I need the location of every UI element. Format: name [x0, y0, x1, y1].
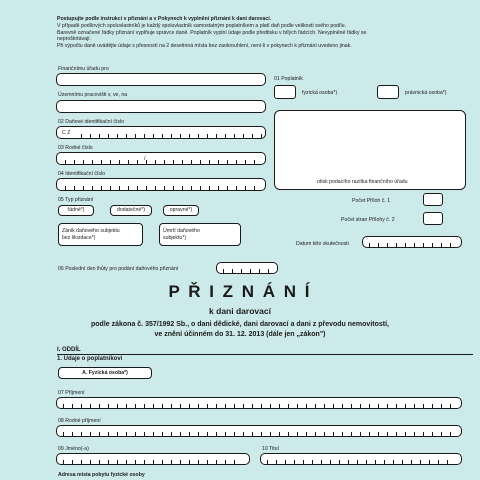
form-subtitle: k dani darovací [209, 306, 271, 316]
natural-person-type-option[interactable]: A. Fyzická osoba*) [58, 367, 152, 379]
id-number-label: 04 Identifikační číslo [58, 171, 106, 177]
instructions-line-4: neproškrtávají. [57, 36, 92, 42]
known-date-label: Datum této skutečnosti [296, 241, 349, 247]
form-title: P Ř I Z N Á N Í [168, 282, 312, 301]
instructions-line-5: Při výpočtu daně uvádějte údaje s přesností na 2 desetinná místa bez zaokrouhlení, není-li v pokynech k přiznání uvedeno jinak. [57, 43, 352, 49]
section-subtitle: 1. Údaje o poplatníkovi [57, 356, 123, 362]
type-corrective-option[interactable]: opravné*) [163, 205, 199, 216]
instructions-line-3: Barevně označené řádky přiznání vyplňuje správce daně. Poplatník vyplní údaje podle předtisku v bílých řádcích. Nevyplněné řádky se [57, 30, 367, 36]
tax-id-label: 02 Daňové identifikační číslo [58, 119, 125, 125]
academic-title-field[interactable] [260, 453, 462, 465]
given-name-label: 09 Jméno(-a) [58, 446, 89, 452]
tax-id-prefix: C Z [62, 130, 71, 136]
known-date-field[interactable] [362, 236, 462, 248]
natural-person-checkbox[interactable] [274, 85, 296, 99]
tax-id-ticks [81, 134, 265, 138]
given-name-ticks [63, 460, 243, 464]
office-stamp-box [274, 110, 466, 190]
ending-text-a2: bez likvidace*) [62, 235, 96, 241]
ending-without-liquidation-box[interactable] [58, 223, 143, 246]
surname-field[interactable] [56, 397, 462, 409]
workplace-field[interactable] [56, 100, 266, 113]
instructions-line-2: V případě podílových spoluvlastníků je každý spoluvlastník samostatným poplatníkem a platí daň podle velikosti svého podílu. [57, 23, 346, 29]
stamp-label: otisk podacího razítka finančního úřadu [317, 179, 408, 185]
attachments-1-field[interactable] [423, 193, 443, 206]
address-label: Adresa místa pobytu fyzické osoby [58, 472, 145, 478]
type-regular-option[interactable]: řádné*) [58, 205, 94, 216]
office-label: Finančnímu úřadu pro [58, 66, 109, 72]
attachments-2-label: Počet stran Přílohy č. 2 [341, 217, 395, 223]
birth-number-label: 03 Rodné číslo [58, 145, 93, 151]
academic-title-ticks [267, 460, 455, 464]
ending-text-a1: Zánik daňového subjektu [62, 228, 120, 234]
birth-number-ticks [65, 160, 257, 164]
deadline-label: 06 Poslední den lhůty pro podání daňového přiznání [58, 266, 179, 272]
known-date-ticks [369, 243, 455, 247]
attachments-1-label: Počet Příloh č. 1 [352, 198, 391, 204]
given-name-field[interactable] [56, 453, 250, 465]
surname-label: 07 Příjmení [58, 390, 85, 396]
legal-person-checkbox[interactable] [377, 85, 399, 99]
deadline-field[interactable] [216, 262, 278, 274]
birth-surname-label: 08 Rodné příjmení [58, 418, 101, 424]
ending-text-b1: Úmrtí daňového [163, 228, 200, 234]
deadline-ticks [223, 269, 271, 273]
academic-title-label: 10 Titul [262, 446, 279, 452]
type-supplementary-option[interactable]: dodatečné*) [110, 205, 152, 216]
birth-number-separator: / [144, 156, 146, 162]
birth-surname-ticks [63, 432, 455, 436]
section-divider [57, 354, 473, 355]
instructions-line-1: Postupujte podle instrukcí v přiznání a v Pokynech k vyplnění přiznání k dani darovací. [57, 16, 272, 22]
taxpayer-death-box[interactable] [159, 223, 241, 246]
id-number-ticks [65, 186, 257, 190]
law-line-2: ve znění účinném do 31. 12. 2013 (dále jen „zákon") [154, 331, 326, 338]
ending-text-b2: subjektu*) [163, 235, 187, 241]
surname-ticks [63, 404, 455, 408]
return-type-label: 05 Typ přiznání [58, 197, 94, 203]
birth-surname-field[interactable] [56, 425, 462, 437]
id-number-field[interactable] [56, 178, 266, 191]
workplace-label: Územnímu pracovišti v, ve, na [58, 92, 128, 98]
legal-person-label: právnická osoba*) [405, 90, 447, 96]
office-field[interactable] [56, 73, 266, 86]
birth-number-field[interactable] [56, 152, 266, 165]
natural-person-label: fyzická osoba*) [302, 90, 338, 96]
section-title: I. ODDÍL [57, 347, 81, 353]
law-line-1: podle zákona č. 357/1992 Sb., o dani dědické, dani darovací a dani z převodu nemovitostí, [91, 321, 389, 328]
attachments-2-field[interactable] [423, 212, 443, 225]
tax-id-field[interactable] [56, 126, 266, 139]
payer-label: 01 Poplatník [274, 76, 303, 82]
